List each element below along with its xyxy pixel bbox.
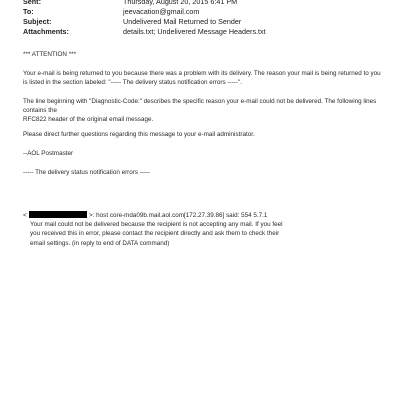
bounce-host-line: [23, 211, 383, 220]
bounce-bullet: <: [23, 212, 27, 219]
bounce-host-text: >: host core-mda09b.mail.aol.com[172.27.39.86] said: 554 5.7.1: [89, 212, 268, 219]
attachments-label: Attachments:: [23, 27, 69, 36]
sent-value: Thursday, August 20, 2015 6:41 PM: [123, 0, 238, 6]
bounce-detail-text: Your mail could not be delivered because the recipient is not accepting any mail. If you feel you received this in error, please contact the recipient directly and ask them to check their email settings. (in reply to end of DATA command): [30, 221, 283, 247]
diagnostic-line-2: RFC822 header of the original email message.: [23, 116, 154, 124]
redaction-bar: [29, 211, 87, 218]
returned-paragraph: Your e-mail is being returned to you because there was a problem with its delivery. The reason your mail is being returned to you is listed in the section labeled: "----- The delivery status notification errors -----".: [23, 70, 381, 87]
to-value: jeevacation@gmail.com: [123, 7, 200, 16]
bounce-block: [23, 211, 383, 248]
attention-heading: *** ATTENTION ***: [23, 51, 77, 58]
delivery-errors-heading: ----- The delivery status notification errors -----: [23, 169, 151, 176]
to-label: To:: [23, 7, 34, 16]
sent-label: Sent:: [23, 0, 41, 6]
diagnostic-paragraph: [23, 97, 383, 125]
attachments-value: details.txt; Undelivered Message Headers.txt: [123, 27, 266, 36]
direct-questions-paragraph: Please direct further questions regarding this message to your e-mail administrator.: [23, 131, 255, 138]
postmaster-signature: --AOL Postmaster: [23, 150, 74, 157]
subject-label: Subject:: [23, 17, 52, 26]
subject-value: Undelivered Mail Returned to Sender: [123, 17, 242, 26]
diagnostic-line-1: The line beginning with "Diagnostic-Code:" describes the specific reason your e-mail could not be delivered. The following lines contains the: [23, 98, 377, 115]
